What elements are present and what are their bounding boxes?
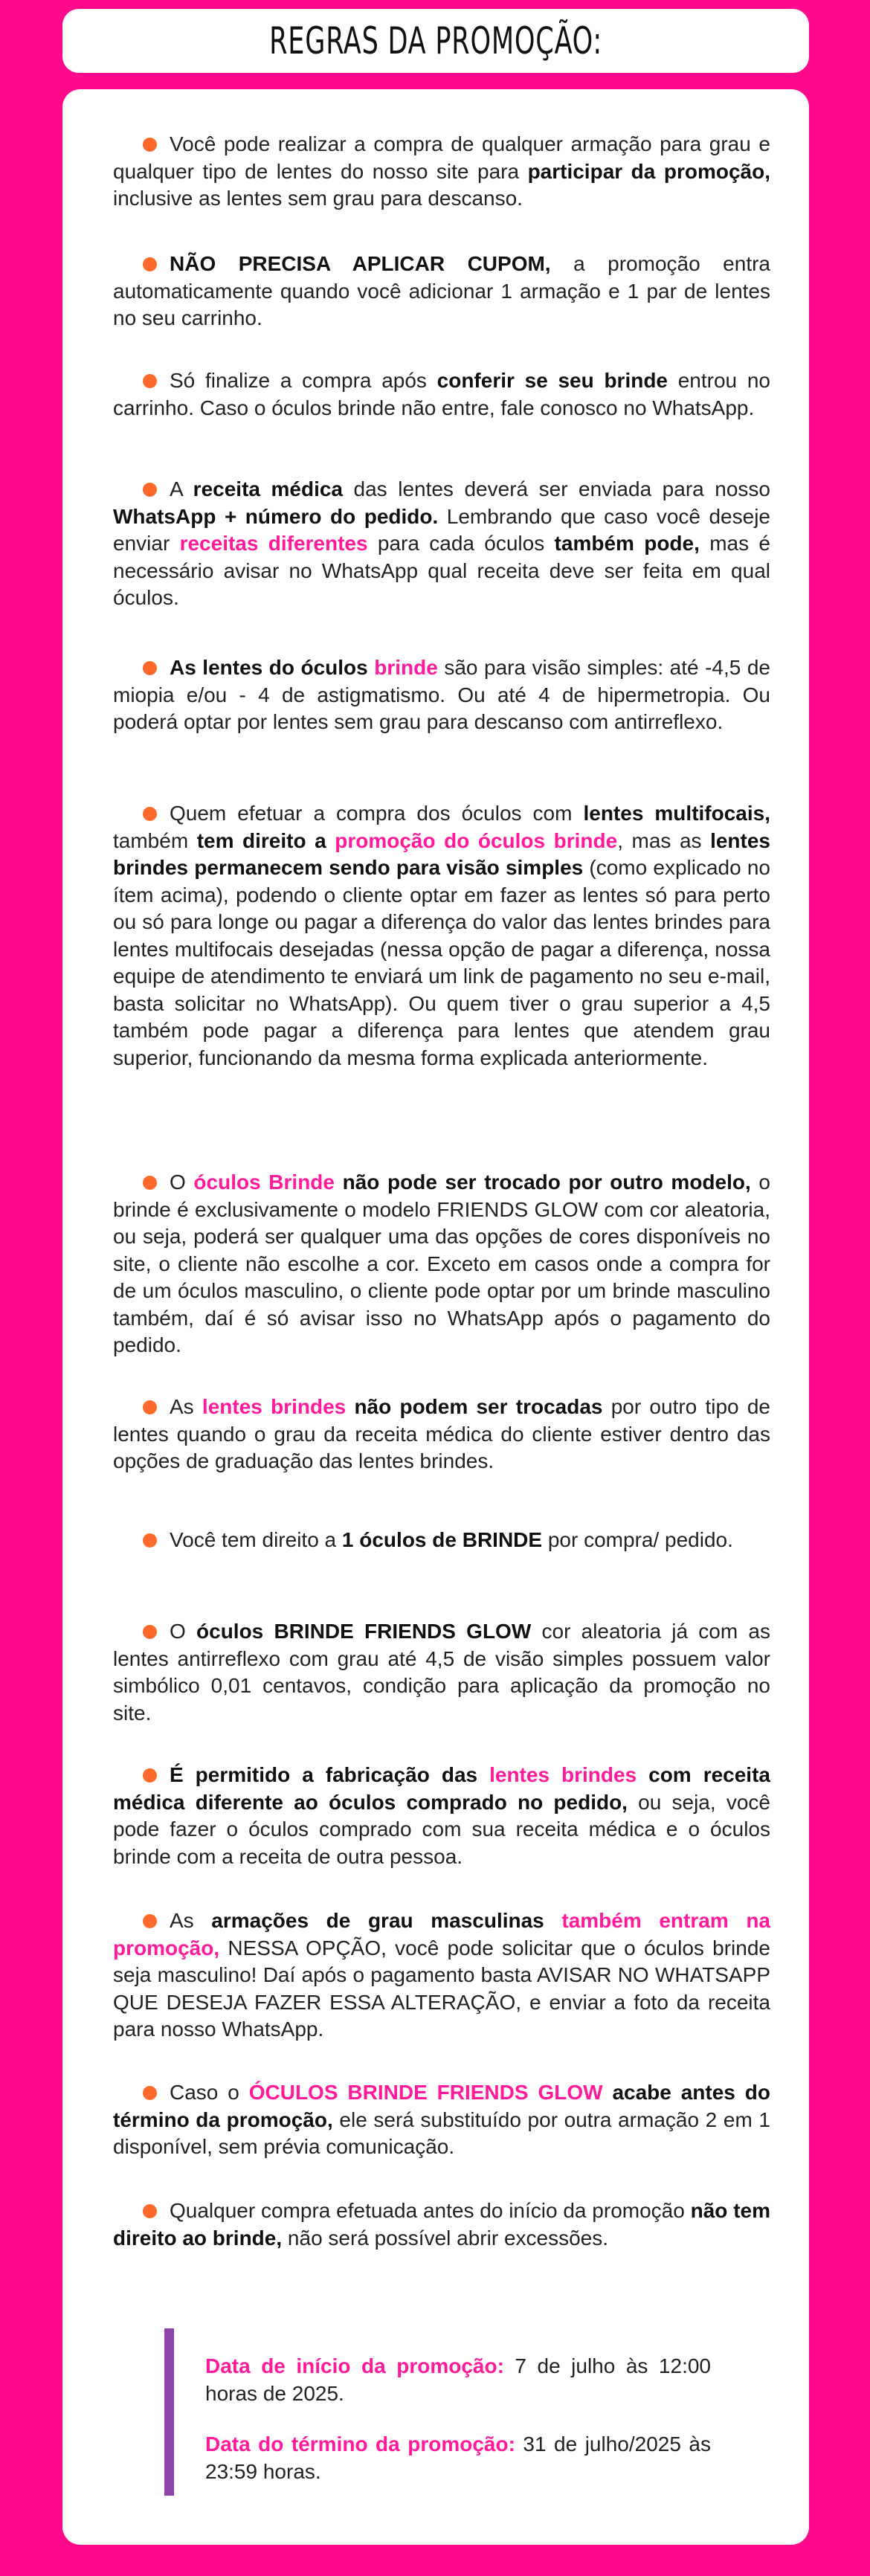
rule-text-segment: NESSA OPÇÃO, você pode solicitar que o óculos brinde seja masculino! Daí após o pagamento basta AVISAR NO WHATSAPP QUE DESEJA FAZER ESSA ALTERAÇÃO, e enviar a foto da receita para nosso WhatsApp. <box>113 1936 770 2041</box>
rule-text-segment: Você pode realizar a compra de qualquer armação para grau e qualquer tipo de lentes do nosso site para <box>113 132 770 183</box>
rule-text-segment: Qualquer compra efetuada antes do início da promoção <box>170 2199 691 2222</box>
rule-text-segment: lentes brindes <box>489 1763 637 1786</box>
rule-text-segment: É permitido a fabricação das <box>170 1763 490 1786</box>
rule-text-segment: por compra/ pedido. <box>542 1528 733 1551</box>
rule-text-segment: ele será substituído por outra armação 2 em 1 disponível, sem prévia comunicação. <box>113 2108 770 2158</box>
rule-text-segment: lentes multifocais, <box>583 802 770 825</box>
rule-item <box>113 131 770 213</box>
rule-text-segment: promoção do óculos brinde <box>335 828 618 852</box>
rule-text-segment: óculos BRINDE FRIENDS GLOW <box>196 1620 532 1643</box>
start-date-label: Data de início da promoção: <box>205 2354 504 2377</box>
rule-text-segment: As <box>170 1909 212 1932</box>
rule-text-segment: Lembrando que caso você deseje enviar <box>113 504 770 555</box>
rule-text-segment: 1 óculos de BRINDE <box>341 1528 543 1551</box>
rule-item <box>113 1527 770 1554</box>
rule-item <box>113 800 770 1072</box>
rule-text-segment: Só finalize a compra após <box>170 369 437 392</box>
rule-text-segment: não podem ser trocadas <box>346 1395 603 1418</box>
title-banner <box>62 9 809 73</box>
rule-text-segment: óculos Brinde <box>193 1171 335 1194</box>
rule-text-segment: conferir se seu brinde <box>436 369 668 392</box>
rule-text-segment: com receita médica diferente ao óculos comprado no pedido, <box>113 1763 770 1814</box>
rule-text-segment: por outro tipo de lentes quando o grau da receita médica do cliente estiver dentro das opções de graduação das lentes brindes. <box>113 1395 770 1472</box>
rule-text-segment: são para visão simples: até -4,5 de miopia e/ou - 4 de astigmatismo. Ou até 4 de hipermetropia. Ou poderá optar por lentes sem grau para descanso com antirreflexo. <box>113 656 771 733</box>
rule-item <box>113 1169 770 1359</box>
end-date <box>205 2431 711 2485</box>
rule-text-segment: armações de grau masculinas <box>211 1909 544 1932</box>
rule-item <box>113 2197 770 2252</box>
rule-text-segment <box>326 829 335 852</box>
rule-text-segment: tem direito a <box>196 828 326 852</box>
rule-text-segment: Caso o <box>170 2081 249 2104</box>
rule-text-segment: cor aleatoria já com as lentes antirreflexo com grau até 4,5 de visão simples possuem valor simbólico 0,01 centavos, condição para aplicação da promoção no site. <box>113 1620 770 1725</box>
rule-text-segment <box>544 1909 562 1932</box>
rule-text-segment: O <box>170 1620 197 1643</box>
rule-item <box>113 654 770 736</box>
end-date-label: Data do término da promoção: <box>205 2432 515 2456</box>
rule-text-segment: ÓCULOS BRINDE FRIENDS GLOW <box>248 2081 603 2104</box>
rule-item <box>113 1907 770 2044</box>
rule-text-segment: receitas diferentes <box>179 532 368 555</box>
start-date-value: 7 de julho às 12:00 horas de 2025. <box>205 2354 711 2405</box>
promo-dates <box>164 2328 717 2496</box>
rule-item <box>113 1762 770 1870</box>
rule-text-segment: a promoção entra automaticamente quando você adicionar 1 armação e 1 par de lentes no seu carrinho. <box>113 252 770 329</box>
rule-text-segment: acabe antes do término da promoção, <box>113 2081 770 2131</box>
rule-text-segment: das lentes deverá ser enviada para nosso <box>343 477 770 500</box>
rule-text-segment: entrou no carrinho. Caso o óculos brinde não entre, fale conosco no WhatsApp. <box>113 369 770 419</box>
rule-text-segment: , mas as <box>617 828 711 852</box>
rule-text-segment: também entram na promoção, <box>113 1909 770 1960</box>
start-date <box>205 2353 711 2407</box>
rule-text-segment: (como explicado no ítem acima), podendo o cliente optar em fazer as lentes só para perto ou só para longe ou pagar a diferença do valor das lentes brindes para lentes multifocais desejadas (nessa opção de pagar a diferença, nossa equipe de atendimento te enviará um link de pagamento no seu e-mail, basta solicitar no WhatsApp). Ou quem tiver o grau superior a 4,5 também pode pagar a diferença para lentes que atendem grau superior, funcionando da mesma forma explicada anteriormente. <box>113 856 770 1069</box>
rule-text-segment: também pode, <box>554 532 700 555</box>
rule-text-segment: não tem direito ao brinde, <box>113 2199 770 2250</box>
rule-text-segment: lentes brindes <box>202 1395 347 1418</box>
rule-text-segment: ou seja, você pode fazer o óculos comprado com sua receita médica e o óculos brinde com a receita de outra pessoa. <box>113 1790 771 1868</box>
rule-item <box>113 1394 770 1475</box>
rule-text-segment: participar da promoção, <box>527 159 770 183</box>
rule-item <box>113 2079 770 2161</box>
rule-item <box>113 367 770 422</box>
rules-card <box>62 89 809 2545</box>
rule-text-segment: WhatsApp + número do pedido. <box>113 504 439 528</box>
rule-text-segment: lentes brindes permanecem sendo para visão simples <box>113 828 770 879</box>
rule-text-segment: para cada óculos <box>367 532 555 555</box>
rule-text-segment: mas é necessário avisar no WhatsApp qual receita deve ser feita em qual óculos. <box>113 532 770 609</box>
rule-item <box>113 476 770 612</box>
rule-text-segment: As lentes do óculos <box>170 656 375 679</box>
rule-text-segment: não pode ser trocado por outro modelo, <box>334 1171 751 1194</box>
rule-item <box>113 251 770 332</box>
rule-text-segment: Quem efetuar a compra dos óculos com <box>170 802 584 825</box>
rule-text-segment: NÃO PRECISA APLICAR CUPOM, <box>170 252 551 275</box>
rule-text-segment: As <box>170 1395 202 1418</box>
rule-text-segment: O <box>170 1171 194 1194</box>
rule-text-segment: não será possível abrir excessões. <box>282 2226 609 2250</box>
rule-text-segment: o brinde é exclusivamente o modelo FRIENDS GLOW com cor aleatoria, ou seja, poderá ser qualquer uma das opções de cores disponíveis no site, o cliente não escolhe a cor. Exceto em casos onde a compra for de um óculos masculino, o cliente pode optar por um brinde masculino também, daí é só avisar isso no WhatsApp após o pagamento do pedido. <box>113 1171 770 1356</box>
rule-text-segment: A <box>170 477 193 500</box>
rule-item <box>113 1618 770 1727</box>
end-date-value: 31 de julho/2025 às 23:59 horas. <box>205 2432 711 2483</box>
page-title: REGRAS DA PROMOÇÃO: <box>269 19 602 62</box>
rule-text-segment: receita médica <box>193 477 343 500</box>
rule-text-segment: brinde <box>374 656 438 679</box>
rule-text-segment: Você tem direito a <box>170 1528 342 1551</box>
rule-text-segment: inclusive as lentes sem grau para descanso. <box>113 187 523 210</box>
rule-text-segment: também <box>113 828 197 852</box>
